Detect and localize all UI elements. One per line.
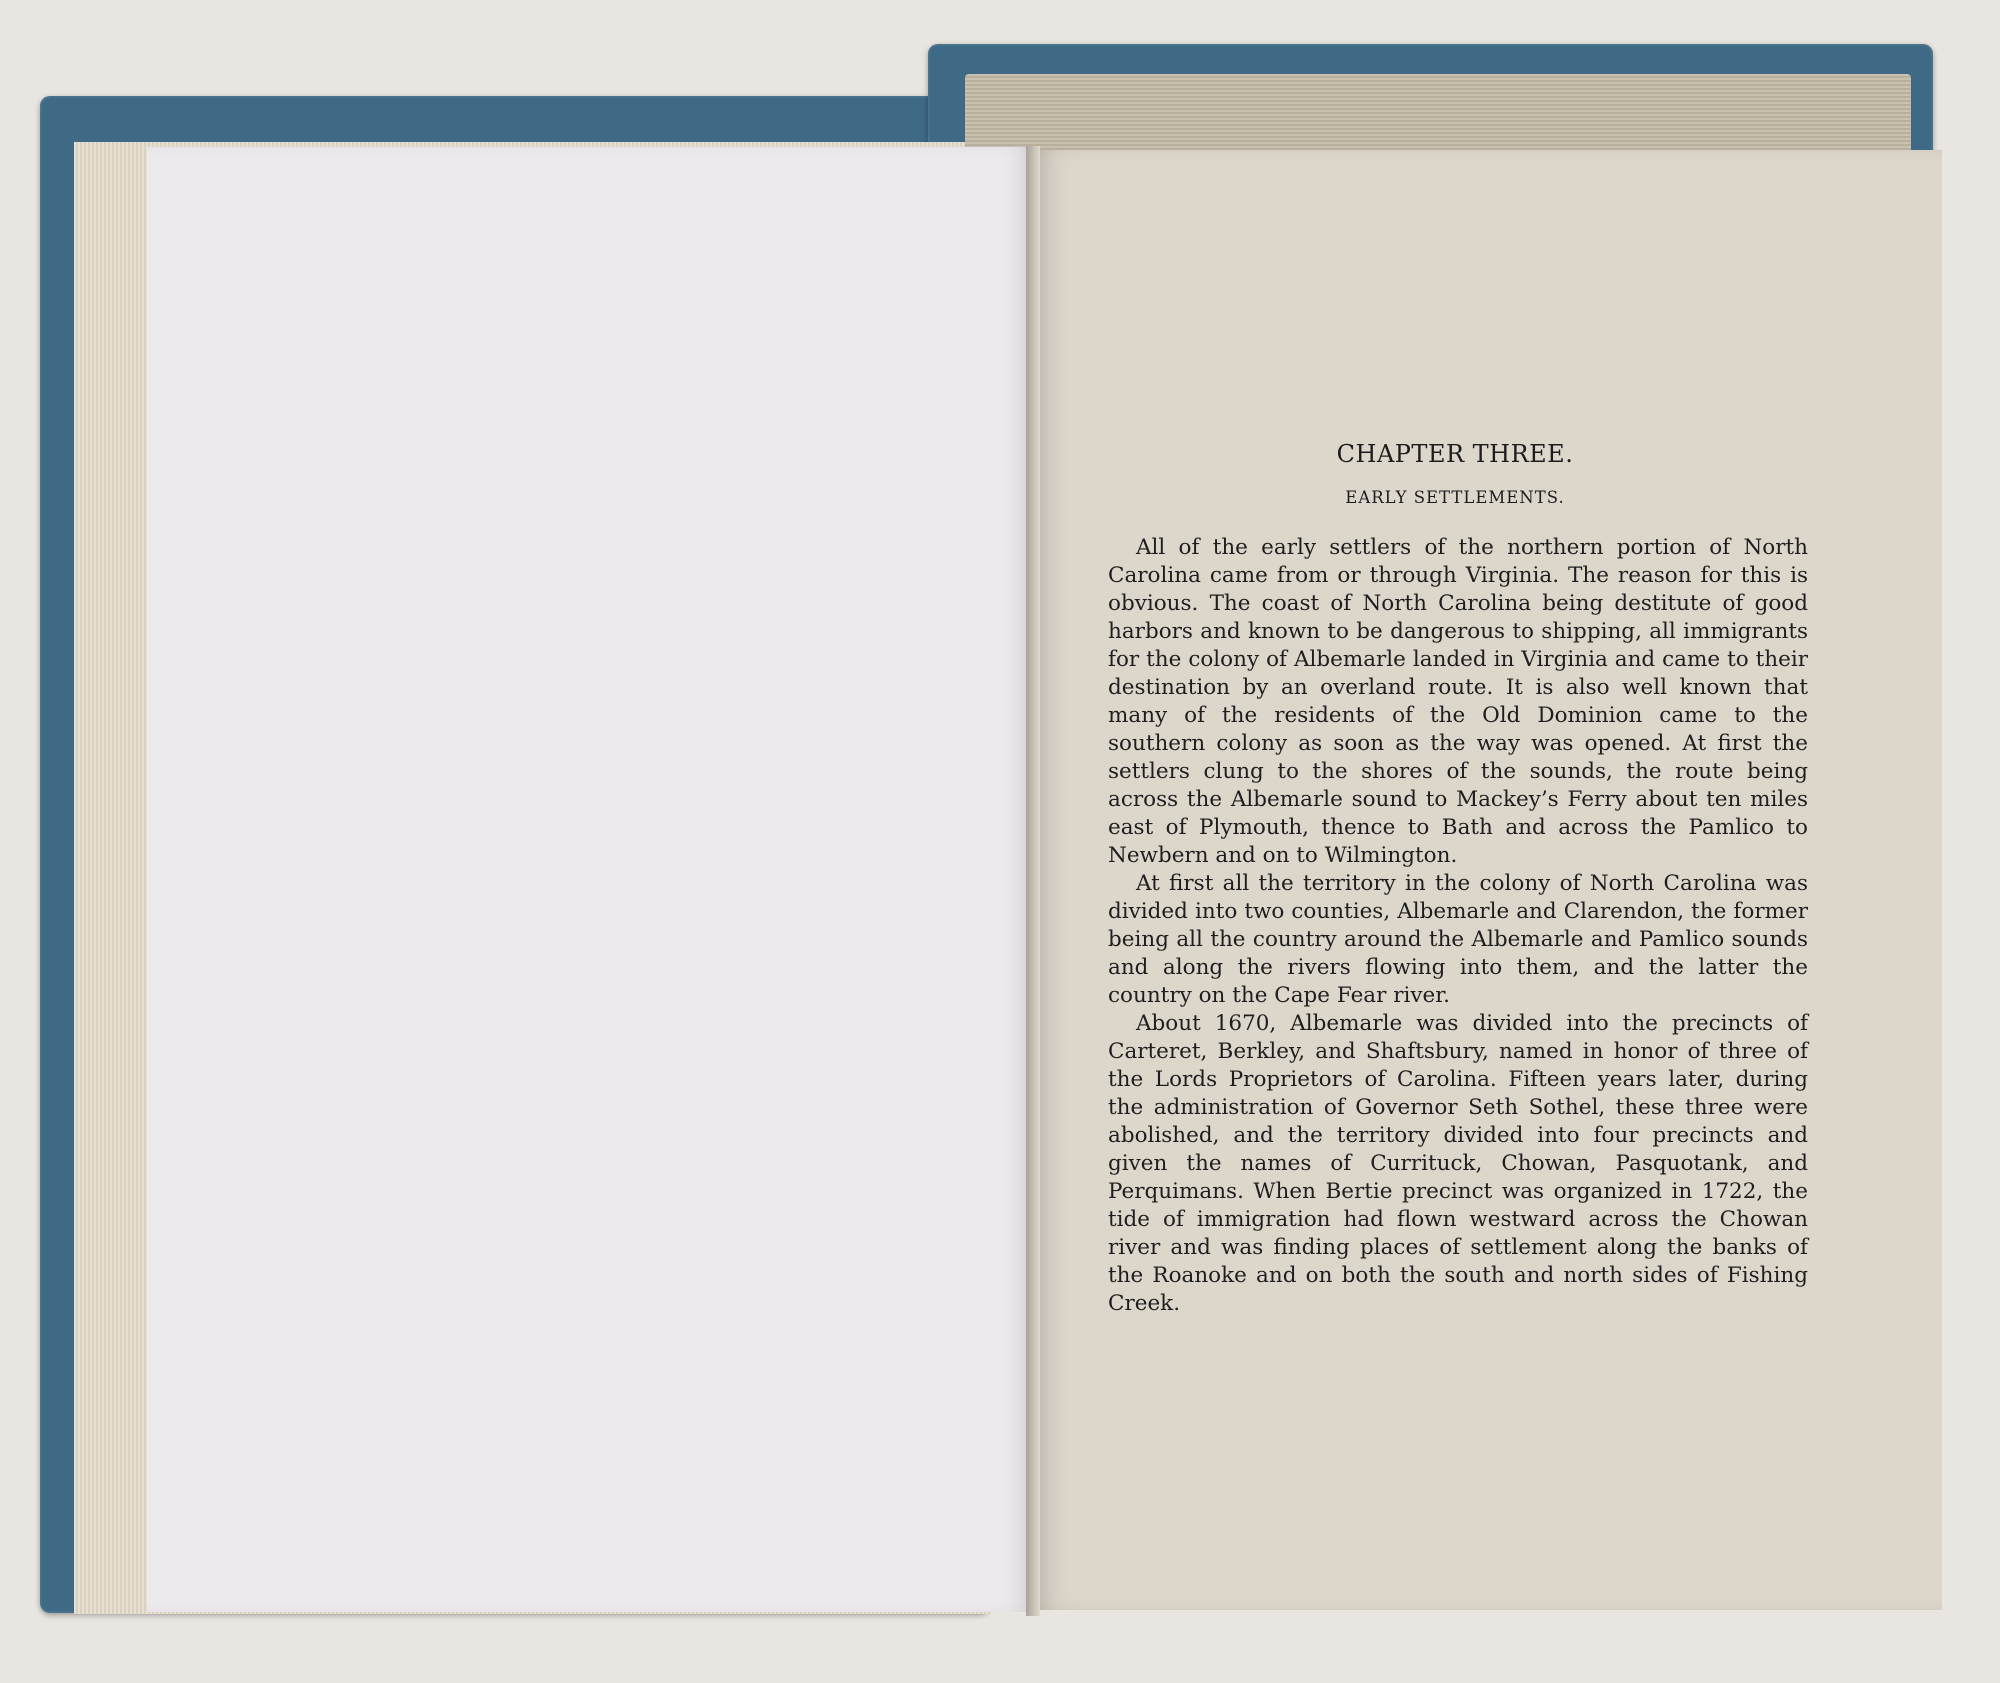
section-title: EARLY SETTLEMENTS. bbox=[1345, 488, 1565, 507]
chapter-title: CHAPTER THREE. bbox=[1336, 440, 1574, 468]
paragraph-1: All of the early settlers of the northern portion of North Carolina came from or through Virginia. The reason for this is obvious. The coast of North Carolina being destitute of good harbors and known to be dangerous to shipping, all immigrants for the colony of Albemarle landed in Virginia and came to their destination by an overland route. It is also well known that many of the residents of the Old Dominion came to the southern colony as soon as the way was opened. At first the settlers clung to the shores of the sounds, the route being across the Albemarle sound to Mackey’s Ferry about ten miles east of Plymouth, thence to Bath and across the Pamlico to Newbern and on to Wilmington. bbox=[1108, 535, 1808, 868]
book-gutter bbox=[1026, 146, 1040, 1616]
right-page-top-edges bbox=[965, 74, 1911, 156]
paragraph-2: At first all the territory in the colony of North Carolina was divided into two counties, Albemarle and Clarendon, the former being all the country around the Albemarle and Pamlico sounds and along the rivers flowing into them, and the latter the country on the Cape Fear river. bbox=[1108, 871, 1808, 1008]
left-blank-page bbox=[147, 147, 1032, 1612]
paragraph-3: About 1670, Albemarle was divided into the precincts of Carteret, Berkley, and Shaftsbury, named in honor of three of the Lords Proprietors of Carolina. Fifteen years later, during the administration of Governor Seth Sothel, these three were abolished, and the territory divided into four precincts and given the names of Currituck, Chowan, Pasquotank, and Perquimans. When Bertie precinct was organized in 1722, the tide of immigration had flown westward across the Chowan river and was finding places of settlement along the banks of the Roanoke and on both the south and north sides of Fishing Creek. bbox=[1108, 1011, 1808, 1316]
chapter-body bbox=[1108, 534, 1808, 1318]
